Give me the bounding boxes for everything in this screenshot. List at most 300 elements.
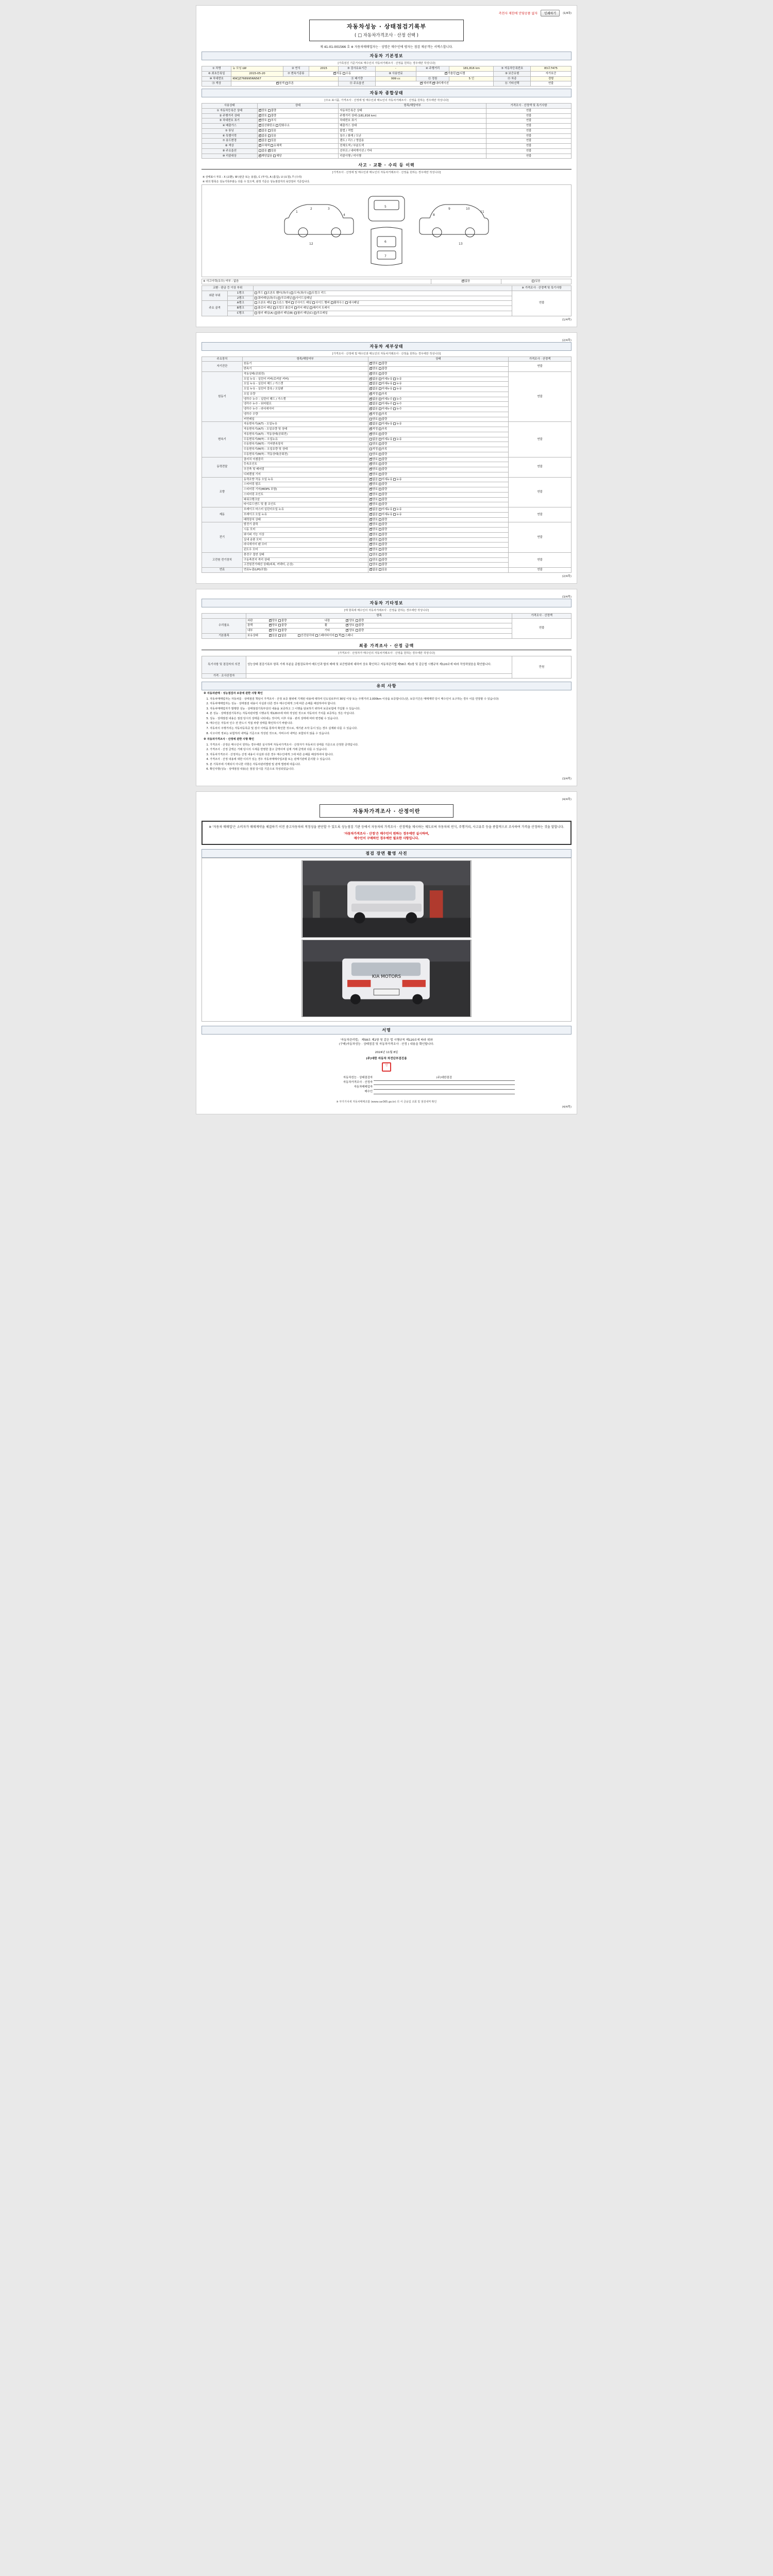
detail-item: 스티어링 펌프 [242,482,368,487]
checkbox-none[interactable] [369,422,372,425]
checkbox-minor-leak[interactable] [379,513,381,516]
detail-state[interactable] [368,568,508,573]
notice-text-3: 매수인이 구매하던 경우에만 필요한 사항입니다. [354,836,419,840]
row-state[interactable] [257,148,339,154]
checkbox-na[interactable] [259,155,261,157]
checkbox-bad[interactable] [379,463,381,465]
row-state[interactable] [257,113,339,118]
checkbox-good[interactable] [369,418,372,420]
checkbox-safety-triangle[interactable] [298,634,300,637]
checkbox-bad[interactable] [379,458,381,461]
transmission-options[interactable] [309,71,375,76]
option-label: 디젤 [460,72,465,75]
checkbox-good[interactable] [369,563,372,566]
checkbox-good[interactable] [369,493,372,496]
checkbox-hc[interactable] [276,124,278,127]
row-state[interactable] [257,128,339,133]
detail-state[interactable] [368,497,508,502]
option-label: 해당 [276,154,282,158]
checkbox-leak[interactable] [393,408,396,410]
detail-state[interactable] [368,467,508,472]
row-state[interactable] [257,144,339,149]
checkbox-quarter-panel[interactable] [255,297,257,299]
checkbox-bad[interactable] [379,538,381,541]
checkbox-bad[interactable] [379,498,381,501]
checkbox-good[interactable] [269,624,272,626]
basic-label: ⑮ 주요옵션 [339,81,376,87]
basic-label: ⑤ 자동차등록번호 [494,66,531,72]
checkbox-leak[interactable] [393,422,396,425]
rank-items[interactable] [254,306,512,311]
table-row [202,477,572,482]
detail-state[interactable] [368,472,508,477]
checkbox-good[interactable] [346,619,348,622]
checkbox-none[interactable] [462,280,464,282]
checkbox-side-sill-panel[interactable] [293,297,295,299]
detail-item: 자동변속기(A/T) - 오일유량 및 상태 [242,427,368,432]
table-row [202,371,572,377]
rank-items[interactable] [254,301,512,306]
checkbox-bad[interactable] [379,453,381,455]
checkbox-none[interactable] [369,568,372,571]
checkbox-bad[interactable] [379,367,381,370]
detail-state[interactable] [368,387,508,392]
detail-state[interactable] [368,412,508,417]
checkbox-bad[interactable] [379,553,381,556]
option-label: 없음 [281,634,287,637]
checkbox-leak[interactable] [393,402,396,405]
checkbox-manual[interactable] [343,72,345,75]
checkbox-bad[interactable] [379,473,381,476]
detail-state[interactable] [368,382,508,387]
checkbox-minor-leak[interactable] [379,508,381,511]
detail-state[interactable] [368,397,508,402]
checkbox-side-member[interactable] [312,301,315,304]
checkbox-package-tray[interactable] [310,307,312,309]
checkbox-good[interactable] [369,372,372,375]
detail-state[interactable] [368,543,508,548]
checkbox-bad[interactable] [379,418,381,420]
option-label: 불량 [381,468,388,471]
option-label: 불량 [271,114,277,117]
checkbox-two-tone[interactable] [285,82,288,84]
checkbox-good[interactable] [369,473,372,476]
checkbox-absent[interactable] [278,634,281,637]
detail-state[interactable] [368,462,508,467]
checkbox-single-color[interactable] [276,82,279,84]
checkbox-none[interactable] [369,382,372,385]
detail-state[interactable] [368,532,508,537]
checkbox-good[interactable] [346,629,348,632]
detail-item: 수동변속기(M/T) - 오일유량 및 상태 [242,447,368,452]
checkbox-bad[interactable] [379,563,381,566]
detail-state[interactable] [368,442,508,447]
checkbox-good[interactable] [346,624,348,626]
checkbox-yes[interactable] [268,134,271,137]
checkbox-leak[interactable] [393,438,396,440]
detail-item: 충전구 절연 상태 [242,552,368,557]
basic-label: ⑫ 정원 [416,76,449,81]
basic-value: 2015 [309,66,338,72]
checkbox-dash-panel[interactable] [345,301,348,304]
checkbox-insufficient[interactable] [379,448,381,450]
checkbox-good[interactable] [369,558,372,561]
checkbox-none[interactable] [369,398,372,400]
checkbox-good[interactable] [259,119,261,122]
detail-state[interactable] [368,517,508,522]
row-state[interactable] [257,154,339,159]
checkbox-good[interactable] [369,533,372,536]
checkbox-roof-rail[interactable] [314,312,316,314]
checkbox-bad[interactable] [278,624,281,626]
checkbox-none[interactable] [259,134,261,137]
checkbox-jack[interactable] [335,634,338,637]
row-note: 연불 [486,113,572,118]
checkbox-leak[interactable] [393,508,396,511]
table-row [259,1090,515,1094]
option-label: 양호 [372,362,378,366]
rank-label: 2랭크 [228,296,254,301]
checkbox-co[interactable] [259,124,261,127]
detail-state[interactable] [368,432,508,437]
list-item: 2. 자동차매매업자는 성능 · 상태점검 내용이 사실과 다른 경우 매수인에게 그에 따른 손해를 배상하여야 합니다. [210,702,569,706]
checkbox-good[interactable] [369,468,372,470]
option-label: 적정 [372,448,378,451]
detail-item: 브레이크 오일 누유 [242,512,368,517]
rank-items[interactable] [254,296,512,301]
checkbox-spanner[interactable] [342,634,344,637]
checkbox-bad[interactable] [356,619,358,622]
row-state[interactable] [257,124,339,129]
price-value-field[interactable] [246,673,512,679]
checkbox-none[interactable] [259,149,261,152]
basic-note: 연불 [531,81,572,87]
checkbox-leak[interactable] [393,513,396,516]
checkbox-good[interactable] [369,523,372,526]
checkbox-leak[interactable] [393,478,396,481]
checkbox-bad[interactable] [379,483,381,485]
accident-none-option[interactable]: ✓ 없음 [431,279,501,284]
checkbox-good[interactable] [269,619,272,622]
checkbox-floor-panel[interactable] [255,307,257,309]
checkbox-bad[interactable] [379,523,381,526]
checkbox-none[interactable] [369,438,372,440]
detail-note: 연불 [509,507,572,522]
detail-state[interactable] [368,522,508,528]
checkbox-good[interactable] [259,109,261,112]
checkbox-good[interactable] [369,458,372,461]
page-number-3-top: (3/4쪽) [562,595,572,599]
detail-state[interactable] [368,548,508,553]
car-damage-diagram[interactable] [201,184,572,277]
sign-value[interactable]: (주)대한점검 [374,1076,514,1080]
checkbox-good[interactable] [369,463,372,465]
checkbox-trunk-floor[interactable] [273,307,276,309]
checkbox-bad[interactable] [278,629,281,632]
checkbox-minor-leak[interactable] [379,408,381,410]
sign-value[interactable] [374,1085,514,1090]
detail-state[interactable] [368,437,508,442]
fuel-options[interactable] [416,71,494,76]
detail-state[interactable] [368,528,508,533]
checkbox-bad[interactable] [268,114,271,117]
checkbox-pillar-b[interactable] [275,312,277,314]
checkbox-leak[interactable] [393,378,396,380]
checkbox-wheel-house[interactable] [331,301,333,304]
option-label: 없음 [372,513,378,516]
row-state[interactable] [257,108,339,113]
detail-state[interactable] [368,362,508,367]
detail-state[interactable] [368,537,508,543]
checkbox-bad[interactable] [379,443,381,445]
rank-items[interactable] [254,291,512,296]
list-item: 5. 본 기록부에 기재되지 아니한 사항은 자동차관리법령 및 관계 법령에 따릅니다. [210,763,569,767]
checkbox-door[interactable] [291,292,293,294]
checkbox-pillar-c[interactable] [294,312,297,314]
option-label: 양호 [372,472,378,476]
checkbox-bad[interactable] [379,493,381,496]
checkbox-none[interactable] [369,508,372,511]
checkbox-adequate[interactable] [369,448,372,450]
checkbox-minor-leak[interactable] [379,478,381,481]
checkbox-corrosion[interactable] [268,119,271,122]
checkbox-yes[interactable] [268,139,271,142]
checkbox-leak[interactable] [393,382,396,385]
accident-yes-option[interactable]: 있음 [501,279,571,284]
detail-state[interactable] [368,377,508,382]
checkbox-good[interactable] [269,629,272,632]
option-label: 양호 [372,518,378,521]
option-label: 미세누유 [381,382,393,386]
checkbox-rear-panel[interactable] [294,307,297,309]
option-label: 없음 [372,508,378,511]
group-label: 전기 [202,522,243,553]
page-3 [196,589,577,786]
checkbox-bad[interactable] [278,619,281,622]
detail-note: 연불 [509,457,572,477]
detail-state[interactable] [368,417,508,422]
detail-state[interactable] [368,563,508,568]
table-row [202,422,572,427]
checkbox-good[interactable] [369,483,372,485]
checkbox-good[interactable] [369,553,372,556]
col-usage: 사용상태 [202,104,258,109]
checkbox-cross-member[interactable] [273,301,276,304]
detail-state[interactable] [368,492,508,497]
checkbox-insufficient[interactable] [379,428,381,430]
checkbox-good[interactable] [369,543,372,546]
detail-state[interactable] [368,557,508,563]
detail-state[interactable] [368,552,508,557]
checkbox-bad[interactable] [379,518,381,521]
checkbox-bad[interactable] [379,488,381,490]
checkbox-minor-leak[interactable] [379,422,381,425]
checkbox-good[interactable] [369,488,372,490]
checkbox-achromatic[interactable] [259,144,261,147]
checkbox-good[interactable] [369,443,372,445]
option-label: 없음 [372,377,378,381]
detail-state[interactable] [368,407,508,412]
checkbox-none[interactable] [259,129,261,132]
checkbox-none[interactable] [369,513,372,516]
checkbox-none[interactable] [369,478,372,481]
checkbox-good[interactable] [369,548,372,551]
detail-item: 라디에이터 팬 모터 [242,543,368,548]
etc-item-row[interactable] [246,618,512,623]
etc-item-row[interactable] [246,623,512,629]
row-state[interactable] [257,133,339,139]
col-price-note: 가격조사 · 산정액 및 특기사항 [486,104,572,109]
detail-item: 냉각수 누수 - 실린더 헤드 / 가스켓 [242,397,368,402]
row-state[interactable] [257,139,339,144]
checkbox-navigation[interactable] [432,82,435,84]
checkbox-hood[interactable] [255,292,257,294]
price-left-label: 특기사항 및 점검자의 의견 [202,656,246,673]
basic-info-table [201,66,572,87]
checkbox-good[interactable] [369,538,372,541]
etc-item-row[interactable] [246,633,512,638]
checkbox-adequate[interactable] [369,413,372,415]
print-button[interactable]: 인쇄하기 [541,10,560,16]
detail-state[interactable] [368,457,508,462]
detail-state[interactable] [368,427,508,432]
checkbox-minor-leak[interactable] [379,398,381,400]
checkbox-airbag[interactable] [420,82,423,84]
checkbox-adequate[interactable] [369,393,372,395]
checkbox-none[interactable] [259,139,261,142]
checkbox-bad[interactable] [379,528,381,531]
option-label: 미세누유 [381,422,393,426]
exchange-items-head [254,286,512,291]
checkbox-diesel[interactable] [457,72,459,75]
detail-state[interactable] [368,447,508,452]
svg-text:7: 7 [384,255,386,259]
checkbox-good[interactable] [369,498,372,501]
detail-item: 디퍼렌셜 기어 [242,472,368,477]
detail-state[interactable] [368,512,508,517]
checkbox-yes[interactable] [532,280,534,282]
table-row [202,507,572,513]
checkbox-leak[interactable] [393,387,396,390]
checkbox-good[interactable] [369,367,372,370]
option-label: 불량 [381,452,388,456]
checkbox-bad[interactable] [379,548,381,551]
row-state[interactable] [257,118,339,124]
checkbox-good[interactable] [369,362,372,365]
checkbox-applicable[interactable] [273,155,276,157]
detail-state[interactable] [368,402,508,407]
checkbox-minor-leak[interactable] [379,382,381,385]
checkbox-bad[interactable] [379,543,381,546]
checkbox-inside-panel[interactable] [291,301,294,304]
checkbox-insufficient[interactable] [379,413,381,415]
checkbox-bad[interactable] [356,629,358,632]
checkbox-none[interactable] [369,378,372,380]
detail-state[interactable] [368,477,508,482]
detail-state[interactable] [368,487,508,493]
checkbox-none[interactable] [369,408,372,410]
checkbox-good[interactable] [369,433,372,435]
checkbox-insufficient[interactable] [379,393,381,395]
etc-item-row[interactable] [246,629,512,634]
checkbox-none[interactable] [369,387,372,390]
checkbox-spare-tire[interactable] [315,634,318,637]
checkbox-bad[interactable] [379,558,381,561]
checkbox-bad[interactable] [379,372,381,375]
checkbox-yes[interactable] [379,568,381,571]
row-item: 주행거리 상태 (181,816 km) [339,113,486,118]
checkbox-none[interactable] [369,402,372,405]
rank-label: 1랭크 [228,291,254,296]
table-row [202,279,572,284]
checkbox-roof-panel[interactable] [278,297,280,299]
option-label: 없음 [372,422,378,426]
detail-state[interactable] [368,367,508,372]
detail-state[interactable] [368,482,508,487]
checkbox-front-fender[interactable] [264,292,267,294]
checkbox-yes[interactable] [268,149,271,152]
checkbox-bad[interactable] [379,468,381,470]
table-row [202,291,572,296]
detail-state[interactable] [368,422,508,427]
checkbox-trunk-lid[interactable] [309,292,311,294]
checkbox-minor-leak[interactable] [379,387,381,390]
checkbox-bad[interactable] [379,362,381,365]
section-basic-note: [가족검진 기준거치로 매수인의 자동차거래조사 · 산정을 원하는 경우에만 작성니다] [338,62,435,65]
checkbox-leak[interactable] [393,398,396,400]
checkbox-minor-leak[interactable] [379,402,381,405]
rank-items[interactable] [254,311,512,316]
group-label: 제동 [202,507,243,522]
checkbox-bad[interactable] [356,624,358,626]
checkbox-auto[interactable] [333,72,336,75]
color-options[interactable] [231,81,339,87]
checkbox-minor-leak[interactable] [379,378,381,380]
detail-state[interactable] [368,392,508,397]
checkbox-bad[interactable] [379,533,381,536]
option-label: 누유 [396,437,402,441]
checkbox-chromatic[interactable] [271,144,273,147]
detail-state[interactable] [368,507,508,513]
checkbox-good[interactable] [369,503,372,505]
sign-value[interactable] [374,1090,514,1094]
checkbox-bad[interactable] [268,109,271,112]
checkbox-good[interactable] [369,528,372,531]
svg-text:12: 12 [309,242,313,246]
row-note: 연불 [486,133,572,139]
checkbox-bad[interactable] [379,503,381,505]
checkbox-pillar-a[interactable] [255,312,257,314]
detail-state[interactable] [368,371,508,377]
detail-state[interactable] [368,452,508,457]
sign-value[interactable] [374,1080,514,1085]
photo-front-vehicle [301,860,472,938]
checkbox-bad[interactable] [379,433,381,435]
checkbox-good[interactable] [369,453,372,455]
page-number-1: (1/4쪽) [562,318,572,321]
checkbox-minor-leak[interactable] [379,438,381,440]
checkbox-gasoline[interactable] [445,72,447,75]
checkbox-adequate[interactable] [369,428,372,430]
checkbox-front-panel[interactable] [255,301,257,304]
checkbox-good[interactable] [369,518,372,521]
checkbox-good[interactable] [259,114,261,117]
detail-state[interactable] [368,502,508,507]
checkbox-present[interactable] [269,634,272,637]
checkbox-yes[interactable] [268,129,271,132]
option-items[interactable] [375,81,493,87]
accident-bullet-2: ※ 위의 항목은 성능기록부와는 다를 수 있으며, 판정 기준은 성능점검자의 육안검사 기준입니다. [203,180,310,184]
